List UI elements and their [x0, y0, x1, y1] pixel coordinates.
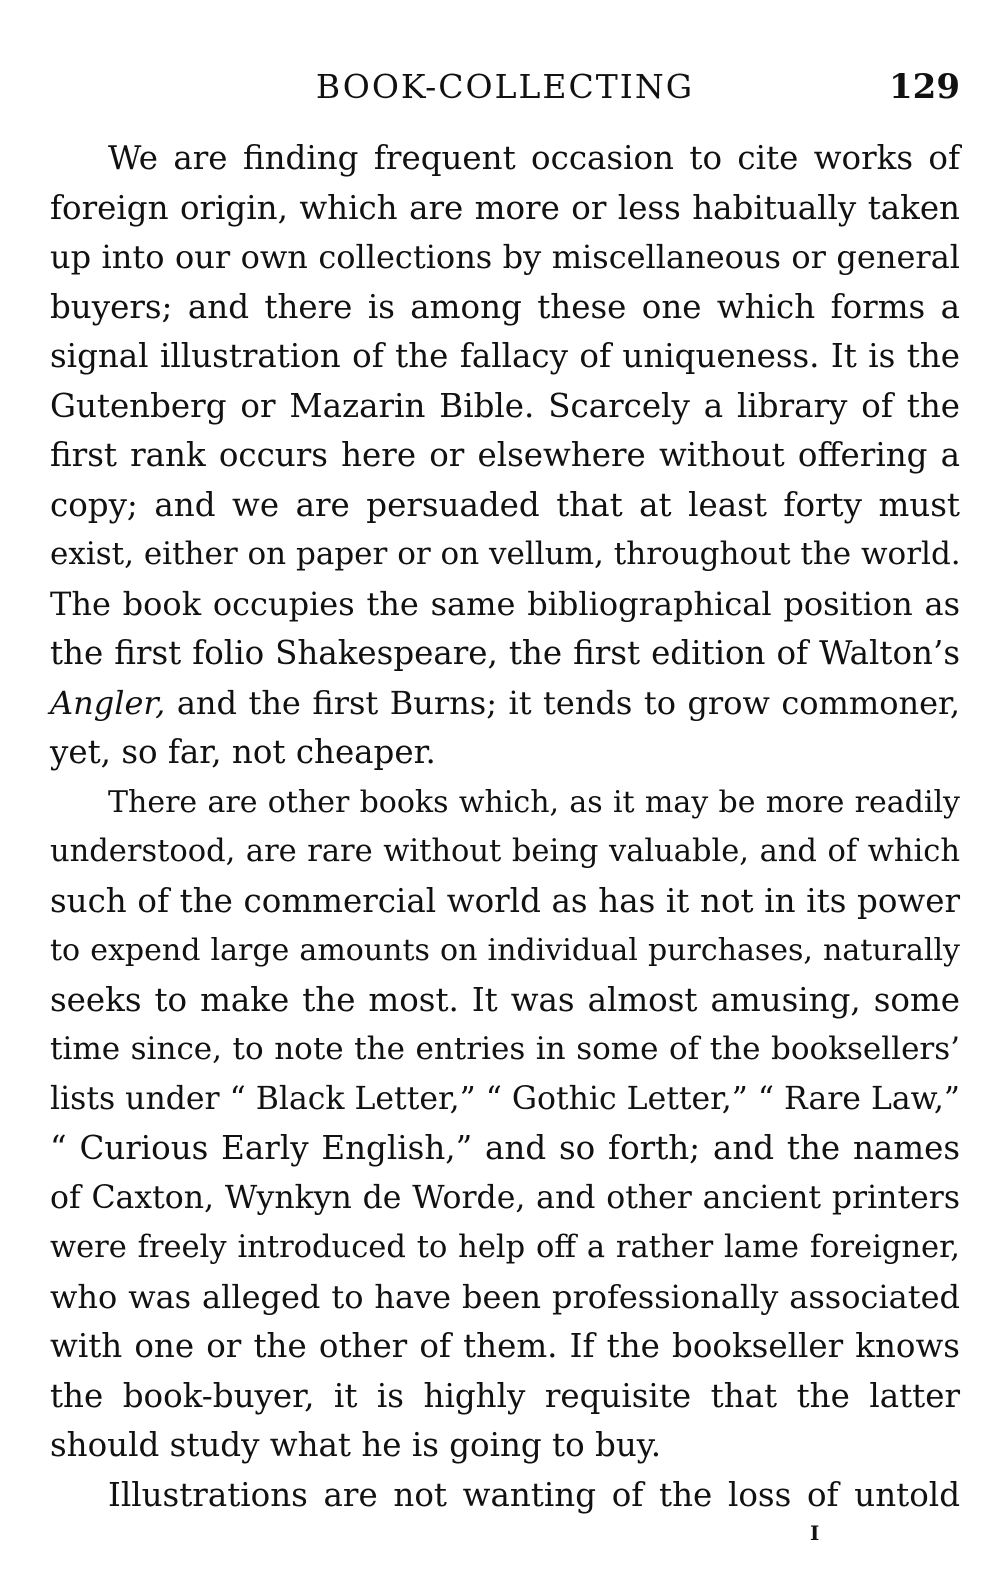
text-line: were freely introduced to help off a rather lame foreigner,: [50, 1230, 960, 1265]
text-line: who was alleged to have been professionally associated: [50, 1277, 960, 1316]
text-line: the book-buyer, it is highly requisite that the latter: [50, 1376, 960, 1415]
running-title: BOOK-COLLECTING: [315, 67, 695, 106]
text-line: should study what he is going to buy.: [50, 1426, 662, 1464]
text-line: lists under “ Black Letter,” “ Gothic Letter,” “ Rare Law,”: [50, 1080, 960, 1117]
text-line: up into our own collections by miscellaneous or general: [50, 238, 960, 276]
text-line: Illustrations are not wanting of the loss of untold: [108, 1475, 960, 1514]
text-line: We are finding frequent occasion to cite works of: [108, 139, 960, 177]
text-line: There are other books which, as it may be more readily: [108, 784, 960, 820]
book-title-angler: Angler,: [50, 683, 166, 722]
text-line: “ Curious Early English,” and so forth; and the names: [50, 1129, 960, 1167]
page-number: 129: [889, 67, 960, 107]
text-line: to expend large amounts on individual purchases, naturally: [50, 933, 960, 968]
text-line: foreign origin, which are more or less habitually taken: [50, 188, 960, 227]
text-line: Gutenberg or Mazarin Bible. Scarcely a library of the: [50, 386, 960, 425]
text-line: such of the commercial world as has it not in its power: [50, 881, 960, 920]
signature-mark: I: [810, 1521, 820, 1545]
body-text: [50, 134, 960, 1520]
text-line-with-title: [50, 679, 960, 729]
text-line: The book occupies the same bibliographical position as: [50, 584, 960, 623]
text-line: copy; and we are persuaded that at least forty must: [50, 485, 960, 524]
text-line: understood, are rare without being valuable, and of which: [50, 834, 960, 869]
text-line: the first folio Shakespeare, the first edition of Walton’s: [50, 634, 960, 672]
text-line: signal illustration of the fallacy of uniqueness. It is the: [50, 337, 960, 375]
text-line: yet, so far, not cheaper.: [50, 733, 436, 771]
text-line: time since, to note the entries in some of the booksellers’: [50, 1031, 960, 1067]
text-line-rest: and the first Burns; it tends to grow commoner,: [176, 683, 961, 722]
text-line: seeks to make the most. It was almost amusing, some: [50, 980, 960, 1019]
text-line: with one or the other of them. If the bookseller knows: [50, 1327, 960, 1365]
text-line: exist, either on paper or on vellum, throughout the world.: [50, 536, 961, 572]
text-line: first rank occurs here or elsewhere without offering a: [50, 436, 960, 474]
running-header: [50, 62, 960, 112]
text-line: buyers; and there is among these one which forms a: [50, 287, 960, 326]
text-line: of Caxton, Wynkyn de Worde, and other ancient printers: [50, 1179, 960, 1216]
